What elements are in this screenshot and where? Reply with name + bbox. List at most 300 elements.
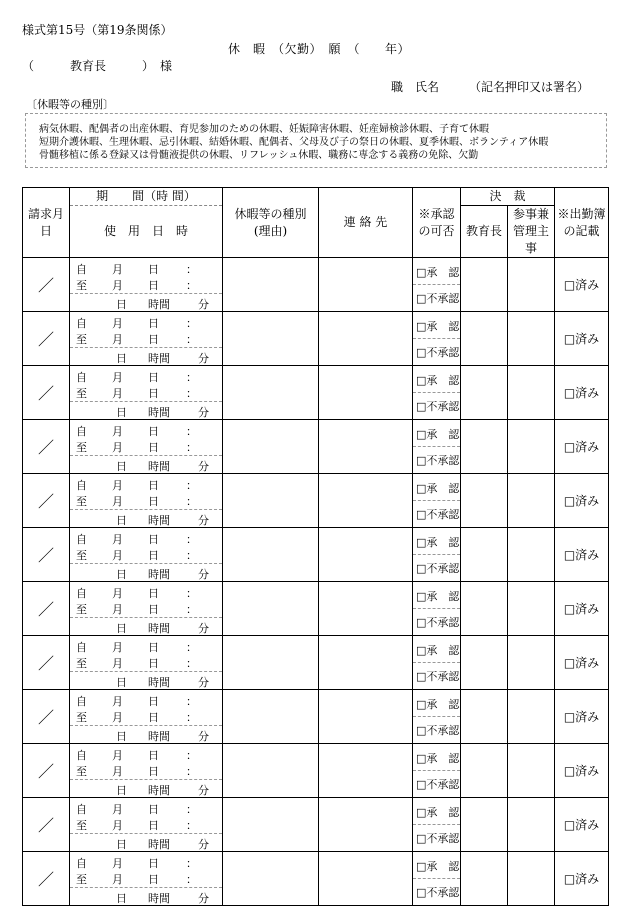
done-checkbox[interactable]: □済み [563,440,600,454]
approve-checkbox[interactable]: □承 認 [416,320,460,333]
day-label: 日 [148,765,159,778]
colon-label: ： [186,549,197,562]
leave-types-heading: 〔休暇等の種別〕 [26,98,114,111]
request-row [23,636,609,690]
approve-checkbox[interactable]: □承 認 [416,590,460,603]
date-slash: ／ [37,762,54,781]
day-label: 日 [148,749,159,762]
done-checkbox[interactable]: □済み [563,818,600,832]
colon-label: ： [186,317,197,330]
approval-divider [413,824,460,825]
minutes-label: 分 [198,460,209,473]
month-label: 月 [112,495,123,508]
approve-checkbox[interactable]: □承 認 [416,374,460,387]
minutes-label: 分 [198,676,209,689]
approval-divider [413,662,460,663]
contact-cell[interactable] [319,420,413,474]
disapprove-checkbox[interactable]: □不承認 [416,832,460,845]
leave-type-cell[interactable] [223,366,319,420]
date-slash: ／ [37,438,54,457]
header-request-date: 請求月日 [23,188,70,258]
secretary-stamp-cell[interactable] [508,366,555,420]
from-label: 自 [76,425,87,438]
hours-label: 時間 [148,352,170,365]
disapprove-checkbox[interactable]: □不承認 [416,562,460,575]
from-label: 自 [76,371,87,384]
request-date-cell[interactable] [23,420,70,474]
period-divider [70,725,222,726]
leave-type-cell[interactable] [223,690,319,744]
secretary-stamp-cell[interactable] [508,420,555,474]
minutes-label: 分 [198,352,209,365]
days-label: 日 [116,298,127,311]
approval-cell [413,312,461,366]
request-date-cell[interactable] [23,798,70,852]
leave-types-line: 病気休暇、配偶者の出産休暇、育児参加のための休暇、妊娠障害休暇、妊産婦検診休暇、子育て休暇 [39,124,489,135]
leave-type-cell[interactable] [223,312,319,366]
month-label: 月 [112,317,123,330]
month-label: 月 [112,333,123,346]
contact-cell[interactable] [319,528,413,582]
period-cell[interactable] [70,474,223,528]
disapprove-checkbox[interactable]: □不承認 [416,616,460,629]
month-label: 月 [112,387,123,400]
period-divider [70,293,222,294]
day-label: 日 [148,263,159,276]
day-label: 日 [148,587,159,600]
superintendent-stamp-cell[interactable] [461,636,508,690]
day-label: 日 [148,873,159,886]
header-contact: 連 絡 先 [319,188,413,258]
attendance-cell [555,312,609,366]
attendance-cell [555,420,609,474]
superintendent-stamp-cell[interactable] [461,366,508,420]
to-label: 至 [76,333,87,346]
to-label: 至 [76,765,87,778]
day-label: 日 [148,279,159,292]
contact-cell[interactable] [319,582,413,636]
colon-label: ： [186,765,197,778]
form-number: 様式第15号（第19条関係） [22,23,173,37]
to-label: 至 [76,495,87,508]
hours-label: 時間 [148,892,170,905]
period-cell[interactable] [70,582,223,636]
month-label: 月 [112,279,123,292]
to-label: 至 [76,657,87,670]
days-label: 日 [116,352,127,365]
days-label: 日 [116,406,127,419]
date-slash: ／ [37,276,54,295]
attendance-cell [555,366,609,420]
secretary-stamp-cell[interactable] [508,798,555,852]
request-row [23,312,609,366]
request-row [23,798,609,852]
approval-divider [413,608,460,609]
contact-cell[interactable] [319,744,413,798]
approval-cell [413,852,461,906]
done-checkbox[interactable]: □済み [563,656,600,670]
period-cell[interactable] [70,690,223,744]
month-label: 月 [112,587,123,600]
leave-type-cell[interactable] [223,744,319,798]
days-label: 日 [116,730,127,743]
disapprove-checkbox[interactable]: □不承認 [416,400,460,413]
attendance-cell [555,852,609,906]
attendance-cell [555,690,609,744]
request-date-cell[interactable] [23,744,70,798]
date-slash: ／ [37,384,54,403]
month-label: 月 [112,765,123,778]
from-label: 自 [76,587,87,600]
colon-label: ： [186,749,197,762]
day-label: 日 [148,819,159,832]
period-divider [70,833,222,834]
contact-cell[interactable] [319,474,413,528]
days-label: 日 [116,460,127,473]
colon-label: ： [186,479,197,492]
superintendent-stamp-cell[interactable] [461,474,508,528]
period-cell[interactable] [70,636,223,690]
colon-label: ： [186,603,197,616]
approval-cell [413,798,461,852]
month-label: 月 [112,479,123,492]
disapprove-checkbox[interactable]: □不承認 [416,724,460,737]
attendance-cell [555,636,609,690]
hours-label: 時間 [148,730,170,743]
days-label: 日 [116,838,127,851]
month-label: 月 [112,711,123,724]
day-label: 日 [148,657,159,670]
request-date-cell[interactable] [23,636,70,690]
approve-checkbox[interactable]: □承 認 [416,860,460,873]
approval-cell [413,366,461,420]
month-label: 月 [112,657,123,670]
day-label: 日 [148,333,159,346]
day-label: 日 [148,857,159,870]
period-cell[interactable] [70,852,223,906]
approval-cell [413,582,461,636]
from-label: 自 [76,695,87,708]
secretary-stamp-cell[interactable] [508,312,555,366]
secretary-stamp-cell[interactable] [508,852,555,906]
request-row [23,528,609,582]
request-row [23,744,609,798]
request-row [23,258,609,312]
day-label: 日 [148,549,159,562]
secretary-stamp-cell[interactable] [508,528,555,582]
request-row [23,474,609,528]
month-label: 月 [112,695,123,708]
month-label: 月 [112,603,123,616]
day-label: 日 [148,711,159,724]
superintendent-stamp-cell[interactable] [461,690,508,744]
month-label: 月 [112,857,123,870]
colon-label: ： [186,263,197,276]
hours-label: 時間 [148,460,170,473]
hours-label: 時間 [148,568,170,581]
period-cell[interactable] [70,420,223,474]
request-date-cell[interactable] [23,312,70,366]
disapprove-checkbox[interactable]: □不承認 [416,778,460,791]
done-checkbox[interactable]: □済み [563,548,600,562]
month-label: 月 [112,819,123,832]
day-label: 日 [148,479,159,492]
approval-divider [413,500,460,501]
leave-type-cell[interactable] [223,474,319,528]
colon-label: ： [186,279,197,292]
days-label: 日 [116,676,127,689]
month-label: 月 [112,441,123,454]
done-checkbox[interactable]: □済み [563,602,600,616]
contact-cell[interactable] [319,798,413,852]
header-period-usage: 使 用 日 時 [70,206,223,258]
header-decision: 決 裁 [461,188,555,206]
day-label: 日 [148,641,159,654]
leave-type-cell[interactable] [223,798,319,852]
done-checkbox[interactable]: □済み [563,710,600,724]
leave-type-cell[interactable] [223,528,319,582]
date-slash: ／ [37,816,54,835]
request-date-cell[interactable] [23,474,70,528]
request-date-cell[interactable] [23,582,70,636]
approval-divider [413,446,460,447]
form-title: 休 暇 （欠勤） 願 （ 年） [228,42,411,56]
period-cell[interactable] [70,744,223,798]
done-checkbox[interactable]: □済み [563,494,600,508]
header-leave-type-label: 休暇等の種別 [234,206,307,221]
approval-cell [413,744,461,798]
request-row [23,366,609,420]
header-approval [413,188,461,258]
approve-checkbox[interactable]: □承 認 [416,428,460,441]
colon-label: ： [186,641,197,654]
hours-label: 時間 [148,676,170,689]
attendance-cell [555,258,609,312]
contact-cell[interactable] [319,636,413,690]
to-label: 至 [76,441,87,454]
day-label: 日 [148,495,159,508]
from-label: 自 [76,749,87,762]
header-approval-top: ※承認 [418,206,455,221]
month-label: 月 [112,425,123,438]
period-divider [70,779,222,780]
minutes-label: 分 [198,514,209,527]
contact-cell[interactable] [319,258,413,312]
minutes-label: 分 [198,298,209,311]
addressee: （ 教育長 ） 様 [22,59,173,73]
period-cell[interactable] [70,312,223,366]
approval-divider [413,878,460,879]
month-label: 月 [112,641,123,654]
approve-checkbox[interactable]: □承 認 [416,644,460,657]
attendance-cell [555,744,609,798]
attendance-cell [555,798,609,852]
disapprove-checkbox[interactable]: □不承認 [416,670,460,683]
done-checkbox[interactable]: □済み [563,332,600,346]
superintendent-stamp-cell[interactable] [461,744,508,798]
colon-label: ： [186,803,197,816]
days-label: 日 [116,892,127,905]
secretary-stamp-cell[interactable] [508,474,555,528]
leave-types-box [25,113,607,168]
header-approval-bottom: の可否 [418,223,455,238]
hours-label: 時間 [148,784,170,797]
approve-checkbox[interactable]: □承 認 [416,806,460,819]
days-label: 日 [116,784,127,797]
done-checkbox[interactable]: □済み [563,764,600,778]
day-label: 日 [148,695,159,708]
approval-divider [413,554,460,555]
colon-label: ： [186,857,197,870]
approval-divider [413,338,460,339]
date-slash: ／ [37,600,54,619]
colon-label: ： [186,873,197,886]
header-attendance-bottom: の記載 [563,223,600,238]
secretary-stamp-cell[interactable] [508,636,555,690]
minutes-label: 分 [198,730,209,743]
header-attendance-top: ※出勤簿 [557,206,606,221]
attendance-cell [555,528,609,582]
secretary-stamp-cell[interactable] [508,690,555,744]
day-label: 日 [148,803,159,816]
period-cell[interactable] [70,258,223,312]
period-cell[interactable] [70,798,223,852]
leave-type-cell[interactable] [223,852,319,906]
to-label: 至 [76,603,87,616]
request-date-cell[interactable] [23,366,70,420]
date-slash: ／ [37,492,54,511]
superintendent-stamp-cell[interactable] [461,312,508,366]
leave-type-cell[interactable] [223,420,319,474]
header-leave-type [223,188,319,258]
approve-checkbox[interactable]: □承 認 [416,536,460,549]
secretary-stamp-cell[interactable] [508,582,555,636]
superintendent-stamp-cell[interactable] [461,852,508,906]
request-row [23,582,609,636]
colon-label: ： [186,533,197,546]
disapprove-checkbox[interactable]: □不承認 [416,346,460,359]
to-label: 至 [76,549,87,562]
day-label: 日 [148,533,159,546]
approval-cell [413,420,461,474]
superintendent-stamp-cell[interactable] [461,258,508,312]
period-divider [70,347,222,348]
to-label: 至 [76,819,87,832]
days-label: 日 [116,514,127,527]
to-label: 至 [76,387,87,400]
month-label: 月 [112,873,123,886]
leave-request-table [22,187,609,906]
minutes-label: 分 [198,622,209,635]
date-slash: ／ [37,330,54,349]
period-divider [70,509,222,510]
leave-type-cell[interactable] [223,258,319,312]
done-checkbox[interactable]: □済み [563,278,600,292]
colon-label: ： [186,587,197,600]
approve-checkbox[interactable]: □承 認 [416,698,460,711]
days-label: 日 [116,568,127,581]
month-label: 月 [112,803,123,816]
period-divider [70,455,222,456]
disapprove-checkbox[interactable]: □不承認 [416,508,460,521]
month-label: 月 [112,263,123,276]
request-row [23,420,609,474]
minutes-label: 分 [198,892,209,905]
approval-divider [413,770,460,771]
day-label: 日 [148,317,159,330]
approve-checkbox[interactable]: □承 認 [416,482,460,495]
attendance-cell [555,582,609,636]
contact-cell[interactable] [319,852,413,906]
header-period: 期 間（時 間） [70,188,223,206]
request-date-cell[interactable] [23,258,70,312]
day-label: 日 [148,603,159,616]
hours-label: 時間 [148,838,170,851]
to-label: 至 [76,711,87,724]
period-divider [70,671,222,672]
disapprove-checkbox[interactable]: □不承認 [416,886,460,899]
contact-cell[interactable] [319,690,413,744]
contact-cell[interactable] [319,366,413,420]
disapprove-checkbox[interactable]: □不承認 [416,292,460,305]
period-cell[interactable] [70,528,223,582]
superintendent-stamp-cell[interactable] [461,798,508,852]
month-label: 月 [112,749,123,762]
done-checkbox[interactable]: □済み [563,872,600,886]
colon-label: ： [186,711,197,724]
hours-label: 時間 [148,298,170,311]
to-label: 至 [76,873,87,886]
secretary-stamp-cell[interactable] [508,258,555,312]
colon-label: ： [186,819,197,832]
minutes-label: 分 [198,838,209,851]
superintendent-stamp-cell[interactable] [461,420,508,474]
period-divider [70,563,222,564]
disapprove-checkbox[interactable]: □不承認 [416,454,460,467]
superintendent-stamp-cell[interactable] [461,582,508,636]
day-label: 日 [148,425,159,438]
done-checkbox[interactable]: □済み [563,386,600,400]
from-label: 自 [76,641,87,654]
colon-label: ： [186,425,197,438]
date-slash: ／ [37,708,54,727]
secretary-stamp-cell[interactable] [508,744,555,798]
day-label: 日 [148,371,159,384]
leave-type-cell[interactable] [223,636,319,690]
period-divider [70,617,222,618]
month-label: 月 [112,549,123,562]
colon-label: ： [186,441,197,454]
request-row [23,690,609,744]
request-row [23,852,609,906]
from-label: 自 [76,479,87,492]
period-cell[interactable] [70,366,223,420]
approve-checkbox[interactable]: □承 認 [416,266,460,279]
approval-divider [413,392,460,393]
colon-label: ： [186,387,197,400]
contact-cell[interactable] [319,312,413,366]
request-date-cell[interactable] [23,690,70,744]
month-label: 月 [112,371,123,384]
approve-checkbox[interactable]: □承 認 [416,752,460,765]
leave-type-cell[interactable] [223,582,319,636]
request-date-cell[interactable] [23,852,70,906]
request-date-cell[interactable] [23,528,70,582]
superintendent-stamp-cell[interactable] [461,528,508,582]
signature-line: 職 氏名 （記名押印又は署名） [391,80,590,94]
hours-label: 時間 [148,406,170,419]
leave-types-line: 短期介護休暇、生理休暇、忌引休暇、結婚休暇、配偶者、父母及び子の祭日の休暇、夏季休暇、ボランティア休暇 [39,137,549,148]
